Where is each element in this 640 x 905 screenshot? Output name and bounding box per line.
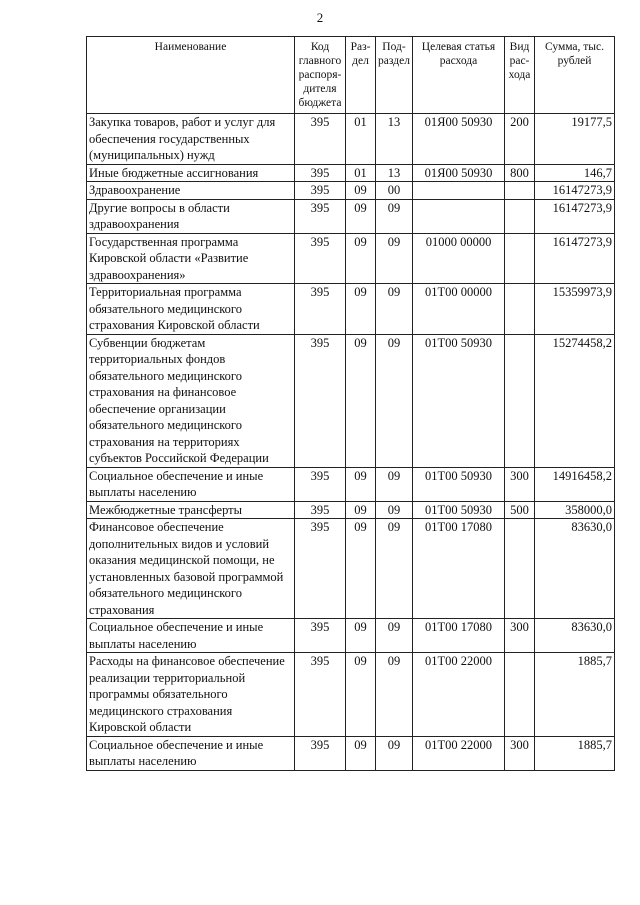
row-sum: 16147273,9 (535, 182, 615, 200)
row-name: Другие вопросы в области здравоохранения (87, 199, 295, 233)
row-target: 01Т00 50930 (413, 501, 505, 519)
row-name: Финансовое обеспечение дополнительных видов и условий оказания медицинской помощи, не установленных базовой программой обязательного медицинского страхования (87, 519, 295, 619)
row-subsection: 09 (376, 736, 413, 770)
row-target: 01Т00 17080 (413, 519, 505, 619)
row-type (505, 182, 535, 200)
row-target: 01Я00 50930 (413, 164, 505, 182)
row-code: 395 (295, 501, 346, 519)
row-sum: 1885,7 (535, 653, 615, 737)
row-name: Социальное обеспечение и иные выплаты населению (87, 736, 295, 770)
row-code: 395 (295, 653, 346, 737)
table-row (87, 736, 615, 770)
table-row (87, 284, 615, 335)
row-subsection: 09 (376, 284, 413, 335)
row-code: 395 (295, 114, 346, 165)
row-type: 200 (505, 114, 535, 165)
row-section: 09 (346, 182, 376, 200)
row-section: 01 (346, 164, 376, 182)
row-section: 09 (346, 199, 376, 233)
row-subsection: 13 (376, 114, 413, 165)
header-name: Наименование (87, 37, 295, 114)
table-row (87, 619, 615, 653)
row-subsection: 09 (376, 467, 413, 501)
row-type (505, 653, 535, 737)
row-code: 395 (295, 467, 346, 501)
row-target: 01Т00 22000 (413, 653, 505, 737)
row-target: 01Т00 17080 (413, 619, 505, 653)
row-sum: 358000,0 (535, 501, 615, 519)
table-row (87, 501, 615, 519)
row-name: Территориальная программа обязательного медицинского страхования Кировской области (87, 284, 295, 335)
row-type: 500 (505, 501, 535, 519)
header-code: Код главного распоря-дителя бюджета (295, 37, 346, 114)
row-subsection: 09 (376, 619, 413, 653)
row-sum: 146,7 (535, 164, 615, 182)
row-code: 395 (295, 164, 346, 182)
row-code: 395 (295, 199, 346, 233)
row-type: 300 (505, 736, 535, 770)
row-name: Иные бюджетные ассигнования (87, 164, 295, 182)
row-code: 395 (295, 182, 346, 200)
row-section: 01 (346, 114, 376, 165)
row-name: Закупка товаров, работ и услуг для обеспечения государственных (муниципальных) нужд (87, 114, 295, 165)
row-section: 09 (346, 467, 376, 501)
row-code: 395 (295, 619, 346, 653)
row-section: 09 (346, 501, 376, 519)
row-type: 800 (505, 164, 535, 182)
budget-table (86, 36, 615, 771)
row-name: Социальное обеспечение и иные выплаты населению (87, 467, 295, 501)
row-type (505, 284, 535, 335)
table-header-row (87, 37, 615, 114)
row-subsection: 13 (376, 164, 413, 182)
row-target: 01Я00 50930 (413, 114, 505, 165)
row-target (413, 182, 505, 200)
row-code: 395 (295, 736, 346, 770)
table-row (87, 233, 615, 284)
row-code: 395 (295, 233, 346, 284)
table-row (87, 334, 615, 467)
row-sum: 16147273,9 (535, 199, 615, 233)
row-section: 09 (346, 284, 376, 335)
row-sum: 83630,0 (535, 619, 615, 653)
row-section: 09 (346, 233, 376, 284)
page-number: 2 (316, 10, 324, 25)
row-type (505, 519, 535, 619)
row-name: Здравоохранение (87, 182, 295, 200)
row-sum: 19177,5 (535, 114, 615, 165)
row-section: 09 (346, 519, 376, 619)
row-target (413, 199, 505, 233)
header-type: Вид рас-хода (505, 37, 535, 114)
header-sum: Сумма, тыс. рублей (535, 37, 615, 114)
table-row (87, 182, 615, 200)
table-row (87, 467, 615, 501)
row-target: 01Т00 50930 (413, 334, 505, 467)
row-section: 09 (346, 736, 376, 770)
header-target: Целевая статья расхода (413, 37, 505, 114)
row-subsection: 09 (376, 519, 413, 619)
row-name: Государственная программа Кировской области «Развитие здравоохранения» (87, 233, 295, 284)
row-name: Субвенции бюджетам территориальных фондов обязательного медицинского страхования на финансовое обеспечение организации обязательного медицинского страхования на территориях субъектов Российской Федерации (87, 334, 295, 467)
row-subsection: 09 (376, 233, 413, 284)
table-row (87, 199, 615, 233)
table-row (87, 519, 615, 619)
row-sum: 16147273,9 (535, 233, 615, 284)
row-type: 300 (505, 467, 535, 501)
row-target: 01Т00 22000 (413, 736, 505, 770)
row-subsection: 09 (376, 199, 413, 233)
row-sum: 15274458,2 (535, 334, 615, 467)
row-sum: 14916458,2 (535, 467, 615, 501)
row-code: 395 (295, 284, 346, 335)
row-code: 395 (295, 334, 346, 467)
row-sum: 15359973,9 (535, 284, 615, 335)
row-section: 09 (346, 619, 376, 653)
row-target: 01Т00 50930 (413, 467, 505, 501)
row-name: Межбюджетные трансферты (87, 501, 295, 519)
row-section: 09 (346, 334, 376, 467)
row-section: 09 (346, 653, 376, 737)
row-subsection: 09 (376, 501, 413, 519)
header-subsection: Под-раздел (376, 37, 413, 114)
row-subsection: 00 (376, 182, 413, 200)
row-type (505, 233, 535, 284)
row-type (505, 199, 535, 233)
row-subsection: 09 (376, 334, 413, 467)
row-type: 300 (505, 619, 535, 653)
row-sum: 1885,7 (535, 736, 615, 770)
row-code: 395 (295, 519, 346, 619)
row-target: 01Т00 00000 (413, 284, 505, 335)
header-section: Раз-дел (346, 37, 376, 114)
row-name: Социальное обеспечение и иные выплаты населению (87, 619, 295, 653)
row-target: 01000 00000 (413, 233, 505, 284)
row-type (505, 334, 535, 467)
table-row (87, 164, 615, 182)
row-name: Расходы на финансовое обеспечение реализации территориальной программы обязательного медицинского страхования Кировской области (87, 653, 295, 737)
table-row (87, 114, 615, 165)
table-row (87, 653, 615, 737)
row-sum: 83630,0 (535, 519, 615, 619)
row-subsection: 09 (376, 653, 413, 737)
